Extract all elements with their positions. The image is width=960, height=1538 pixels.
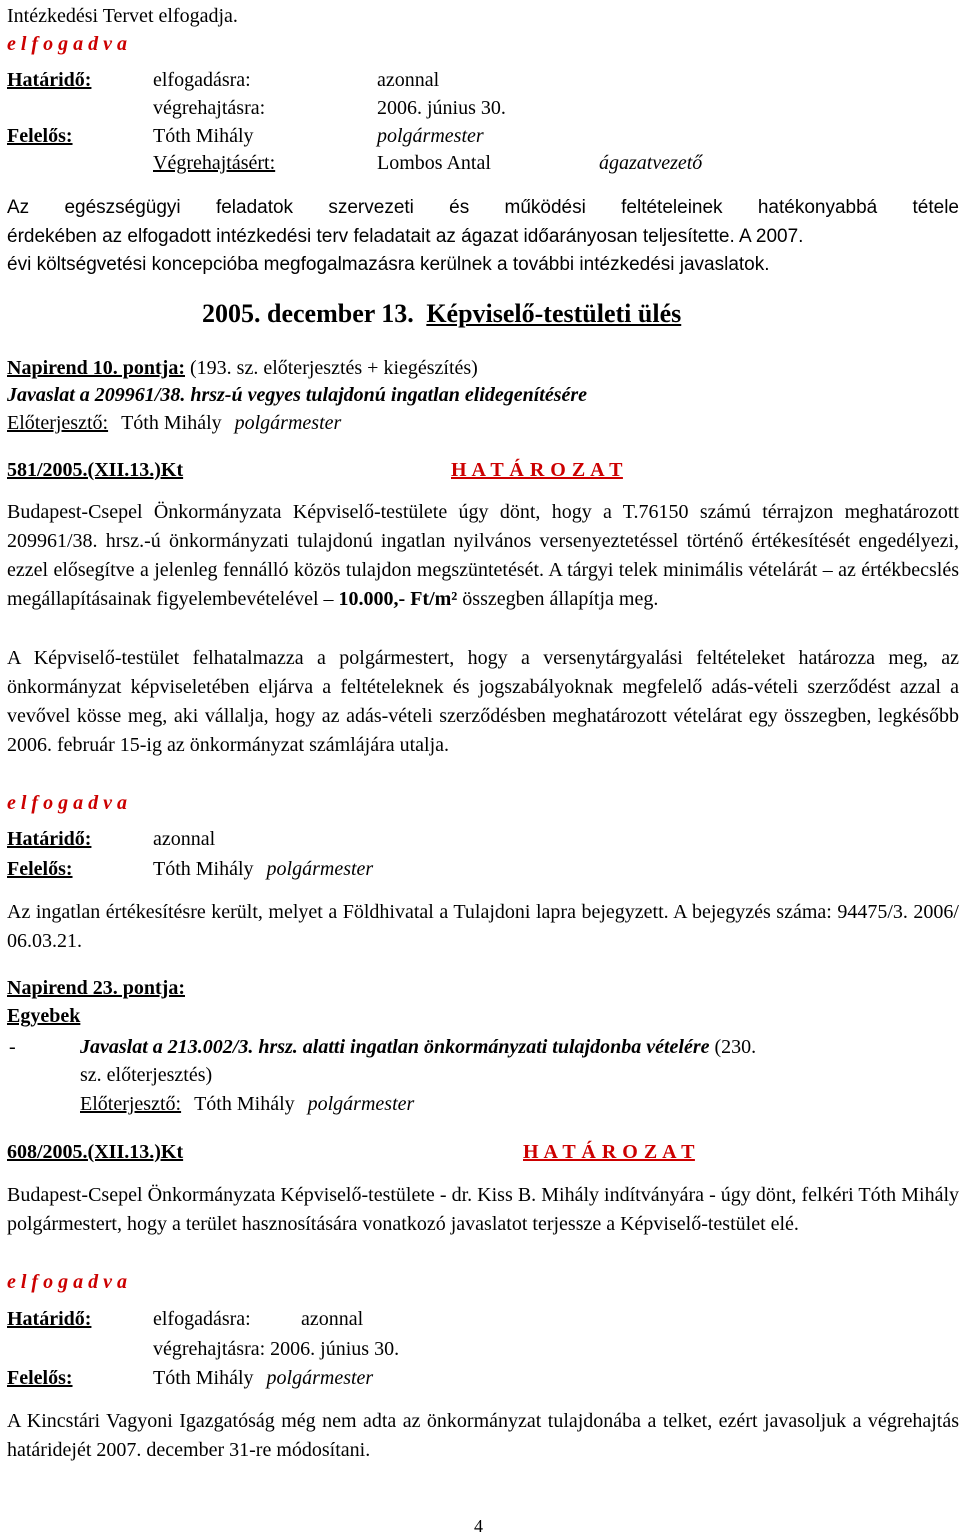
felelos-name: Tóth Mihály (153, 1367, 254, 1389)
napirend-ref: (193. sz. előterjesztés + kiegészítés) (190, 357, 478, 379)
felelos-label: Felelős: (7, 858, 73, 880)
session-heading (202, 299, 682, 328)
elfogadva-label: e l f o g a d v a (7, 1271, 127, 1293)
list-dash: - (9, 1036, 16, 1058)
vegrehajtasert-label: Végrehajtásért: (153, 152, 276, 174)
felelos-label: Felelős: (7, 1367, 73, 1389)
elfogadva-label: e l f o g a d v a (7, 33, 127, 55)
felelos-role: polgármester (266, 1367, 374, 1389)
elfogadasra-value: azonnal (377, 69, 440, 91)
elfogadasra-value: azonnal (301, 1308, 364, 1330)
eloterjeszto-role: polgármester (234, 412, 342, 434)
agenda-item-10 (7, 356, 478, 380)
eloterjeszto-name: Tóth Mihály (194, 1093, 295, 1115)
eloterjeszto-role: polgármester (307, 1093, 415, 1115)
eloterjeszto-name: Tóth Mihály (121, 412, 222, 434)
napirend-label: Napirend 23. pontja: (7, 977, 185, 999)
paragraph-line: évi költségvetési koncepcióba megfogalmazásra kerülnek a további intézkedési javaslatok. (7, 254, 770, 275)
vegrehajtasert-role: ágazatvezető (599, 152, 703, 174)
hatarozat-number: 581/2005.(XII.13.)Kt (7, 459, 184, 481)
vegrehajtasra-label-text: végrehajtásra: (153, 1338, 266, 1360)
felelos-line (153, 1366, 373, 1390)
vegrehajtasert-name: Lombos Antal (377, 152, 491, 174)
hatarido-value: azonnal (153, 828, 216, 850)
felelos-label: Felelős: (7, 125, 73, 147)
vegrehajtasra-value: 2006. június 30. (377, 97, 506, 119)
javaslat-line (80, 1035, 756, 1059)
body-text: Budapest-Csepel Önkormányzata Képviselő-testülete úgy dönt, hogy a T.76150 számú térrajzon meghatározott 209961/38. hrsz.-ú önkormányzati tulajdonú ingatlan nyilvános versenyeztetéssel történő értékesítését engedélyezi, ezzel elősegítve a jelenleg fennálló közös tulajdon megszüntetését. A tárgyi telek minimális vételárát – az értékbecslés megállapításainak figyelembevételével – (7, 501, 959, 610)
session-date: 2005. december 13. (202, 299, 414, 328)
javaslat-title: Javaslat a 209961/38. hrsz-ú vegyes tulajdonú ingatlan elidegenítésére (7, 384, 588, 406)
execution-note: A Kincstári Vagyoni Igazgatóság még nem adta az önkormányzat tulajdonába a telket, ezért javasoljuk a végrehajtás határidejét 2007. december 31-re módosítani. (7, 1410, 959, 1461)
execution-note: Az ingatlan értékesítésre került, melyet a Földhivatal a Tulajdoni lapra bejegyzett. A bejegyzés száma: 94475/3. 2006/ 06.03.21. (7, 901, 959, 952)
hatarozat-body: Budapest-Csepel Önkormányzata Képviselő-testülete - dr. Kiss B. Mihály indítványára - úgy dönt, felkéri Tóth Mihály polgármestert, hogy a terület hasznosítására vonatkozó javaslatot terjessze a Képviselő-testület elé. (7, 1184, 959, 1235)
vegrehajtasra-label: végrehajtásra: (153, 97, 266, 119)
elfogadasra-label: elfogadásra: (153, 69, 251, 91)
session-title: Képviselő-testületi ülés (426, 299, 682, 328)
paragraph-line: Az egészségügyi feladatok szervezeti és működési feltételeinek hatékonyabbá tétele (7, 197, 959, 218)
egyebek-label: Egyebek (7, 1005, 81, 1027)
page-number: 4 (474, 1516, 483, 1536)
elfogadasra-label: elfogadásra: (153, 1308, 251, 1330)
hatarozat-number: 608/2005.(XII.13.)Kt (7, 1141, 184, 1163)
hatarido-label: Határidő: (7, 1308, 92, 1330)
felelos-name-text: Tóth Mihály (153, 858, 254, 880)
text-line-terv: Intézkedési Tervet elfogadja. (7, 5, 238, 27)
felelos-name (153, 857, 373, 881)
eloterjeszto-line (7, 411, 341, 435)
hatarido-label: Határidő: (7, 69, 92, 91)
eloterjeszto-label: Előterjesztő: (7, 412, 109, 434)
price-value: 10.000,- Ft/m² (338, 588, 458, 610)
javaslat-ref-start: (230. (714, 1036, 757, 1058)
felelos-role: polgármester (377, 125, 484, 147)
felelos-role: polgármester (266, 858, 374, 880)
hatarozat-heading: H A T Á R O Z A T (451, 459, 623, 481)
javaslat-ref-end: sz. előterjesztés) (80, 1064, 213, 1086)
eloterjeszto-line (80, 1092, 414, 1116)
hatarozat-body (7, 498, 959, 614)
hatarido-label: Határidő: (7, 828, 92, 850)
paragraph-line: érdekében az elfogadott intézkedési terv feladatait az ágazat időarányosan teljesítette. A 2007. (7, 226, 804, 247)
napirend-label: Napirend 10. pontja: (7, 357, 185, 379)
javaslat-title: Javaslat a 213.002/3. hrsz. alatti ingatlan önkormányzati tulajdonba vételére (80, 1036, 710, 1058)
vegrehajtasra-label (153, 1337, 399, 1361)
hatarozat-body-2: A Képviselő-testület felhatalmazza a polgármestert, hogy a versenytárgyalási feltételeket határozza meg, az önkormányzat képviseletében eljárva a feltételeknek és jogszabályoknak megfelelő adás-vételi szerződést azzal a vevővel kösse meg, aki vállalja, hogy az adás-vételi szerződésben meghatározott vételárat egy összegben, legkésőbb 2006. február 15-ig az önkormányzat számlájára utalja. (7, 647, 959, 756)
vegrehajtasra-value: 2006. június 30. (270, 1338, 400, 1360)
elfogadva-label: e l f o g a d v a (7, 792, 127, 814)
felelos-name: Tóth Mihály (153, 125, 254, 147)
body-text-end: összegben állapítja meg. (462, 588, 659, 610)
eloterjeszto-label: Előterjesztő: (80, 1093, 182, 1115)
hatarozat-heading: H A T Á R O Z A T (523, 1141, 695, 1163)
